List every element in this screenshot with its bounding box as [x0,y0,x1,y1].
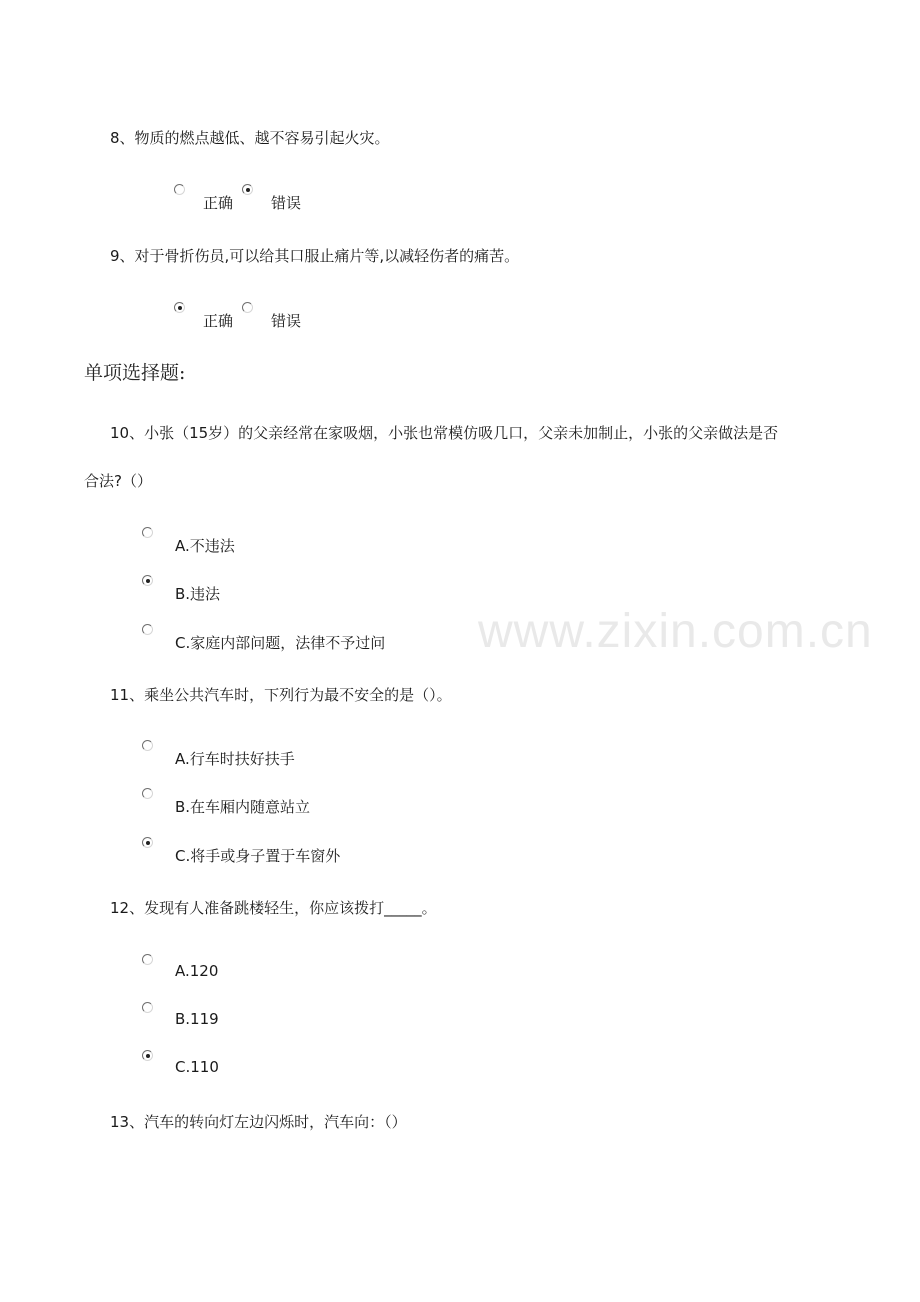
q11-option-a-radio[interactable] [142,740,153,751]
q12-option-c-radio[interactable] [142,1050,153,1061]
q12-option-c-label: C.110 [175,1058,219,1076]
q11-option-c-label: C.将手或身子置于车窗外 [175,847,341,865]
q10-option-c-radio[interactable] [142,624,153,635]
q10-option-c-label: C.家庭内部问题，法律不予过问 [175,634,386,652]
q12-option-a-radio[interactable] [142,954,153,965]
q8-option-correct-label: 正确 [203,194,234,212]
q8-option-wrong-radio[interactable] [242,184,253,195]
question-10-text-line1: 10、小张（15岁）的父亲经常在家吸烟，小张也常模仿吸几口，父亲未加制止，小张的父亲做法是否 [110,424,779,442]
question-9-text: 9、对于骨折伤员,可以给其口服止痛片等,以减轻伤者的痛苦。 [110,247,520,265]
q9-option-wrong-label: 错误 [271,312,302,330]
q11-option-b-label: B.在车厢内随意站立 [175,798,311,816]
question-11-text: 11、乘坐公共汽车时，下列行为最不安全的是（）。 [110,686,452,704]
section-title: 单项选择题: [84,362,186,384]
q9-option-correct-radio[interactable] [174,302,185,313]
q10-option-b-radio[interactable] [142,575,153,586]
q12-option-b-radio[interactable] [142,1002,153,1013]
q9-option-wrong-radio[interactable] [242,302,253,313]
q9-option-correct-label: 正确 [203,312,234,330]
q10-option-a-radio[interactable] [142,527,153,538]
q8-option-wrong-label: 错误 [271,194,302,212]
q10-option-b-label: B.违法 [175,585,221,603]
q8-option-correct-radio[interactable] [174,184,185,195]
q11-option-b-radio[interactable] [142,788,153,799]
q12-option-b-label: B.119 [175,1010,219,1028]
question-8-text: 8、物质的燃点越低、越不容易引起火灾。 [110,129,390,147]
q12-option-a-label: A.120 [175,962,219,980]
question-13-text: 13、汽车的转向灯左边闪烁时，汽车向：（） [110,1113,407,1131]
question-10-text-line2: 合法?（） [84,472,152,490]
watermark: www.zixin.com.cn [478,605,873,658]
question-12-text: 12、发现有人准备跳楼轻生，你应该拨打_____。 [110,899,437,917]
q11-option-c-radio[interactable] [142,837,153,848]
q10-option-a-label: A.不违法 [175,537,235,555]
q11-option-a-label: A.行车时扶好扶手 [175,750,295,768]
